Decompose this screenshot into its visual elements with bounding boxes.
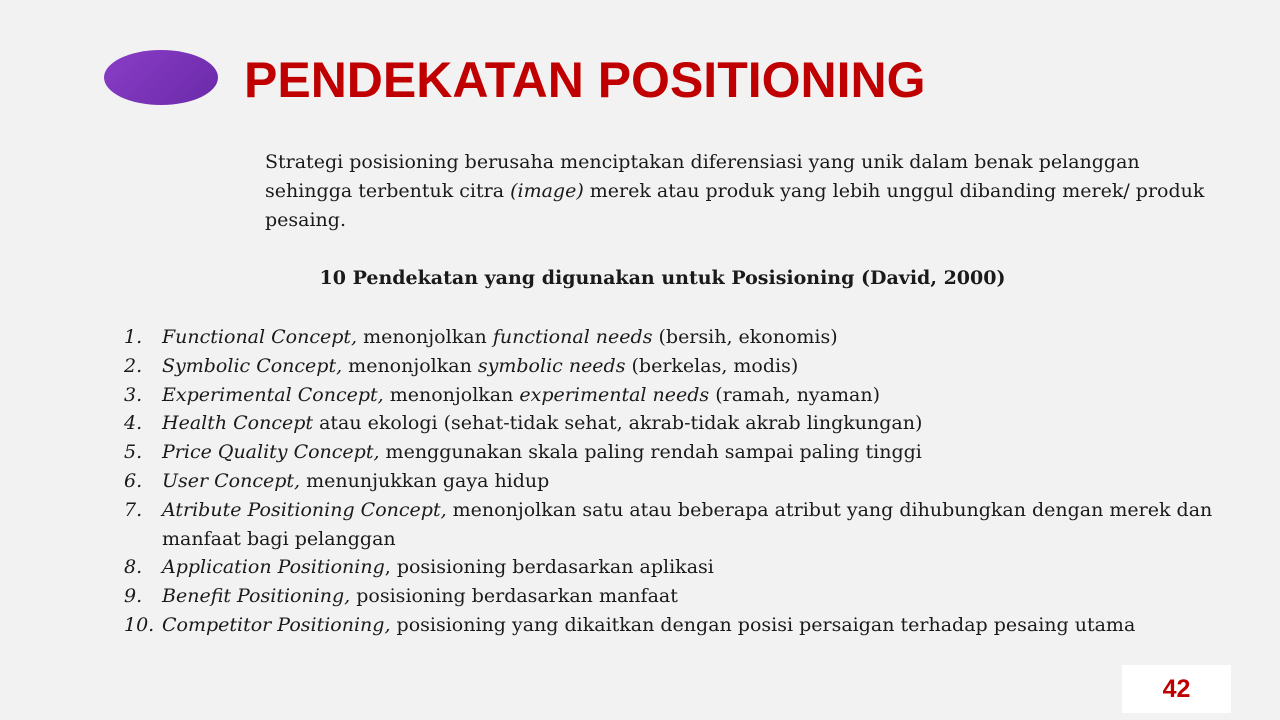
slide-title: PENDEKATAN POSITIONING [244, 52, 926, 108]
list-item [118, 323, 1218, 352]
list-heading: 10 Pendekatan yang digunakan untuk Posisioning (David, 2000) [319, 267, 1006, 289]
list-item [118, 438, 1218, 467]
list-item-term: Price Quality Concept, [162, 441, 380, 464]
list-item-number: 4. [124, 412, 143, 435]
list-item-description: , posisioning berdasarkan aplikasi [384, 556, 714, 579]
list-item-description: (berkelas, modis) [625, 354, 799, 377]
intro-paragraph [265, 148, 1205, 235]
list-item-number: 10. [124, 613, 155, 636]
list-item-description: (bersih, ekonomis) [652, 326, 838, 348]
intro-text-italic: (image) [510, 180, 584, 202]
list-item [118, 409, 1218, 438]
list-item-emphasis: functional needs [492, 326, 653, 348]
intro-text-part1: Strategi posisioning berusaha menciptakan diferensiasi yang unik dalam benak pelanggan sehingga terbentuk citra [265, 151, 1140, 202]
list-item-term: Competitor Positioning, [162, 613, 391, 636]
list-item-number: 3. [124, 383, 143, 406]
list-item-description: posisioning yang dikaitkan dengan posisi persaigan terhadap pesaing utama [390, 613, 1136, 636]
list-item-term: Benefit Positioning, [162, 585, 351, 608]
list-item-description: menunjukkan gaya hidup [300, 469, 550, 492]
list-item-term: User Concept, [162, 469, 301, 492]
list-item [118, 496, 1218, 554]
list-item-description: menggunakan skala paling rendah sampai paling tinggi [379, 441, 922, 464]
intro-text-part2: merek atau produk yang lebih unggul dibanding merek/ produk pesaing. [265, 180, 1205, 231]
list-item-description: (ramah, nyaman) [709, 383, 880, 406]
list-item-emphasis: symbolic needs [477, 354, 626, 377]
list-item-description: posisioning berdasarkan manfaat [350, 585, 678, 608]
list-item-mid: menonjolkan [342, 354, 478, 377]
list-item-term: Application Positioning [162, 556, 385, 579]
list-item-emphasis: experimental needs [519, 383, 710, 406]
list-item-term: Atribute Positioning Concept, [162, 498, 447, 521]
decorative-oval-shape [104, 50, 218, 105]
list-item [118, 553, 1218, 582]
list-item-number: 5. [124, 441, 143, 464]
list-item-number: 6. [124, 469, 143, 492]
list-item-term: Symbolic Concept, [162, 354, 343, 377]
list-item-number: 1. [124, 326, 143, 348]
approach-list [118, 323, 1218, 640]
list-item [118, 381, 1218, 410]
list-item-number: 9. [124, 585, 143, 608]
list-item-number: 2. [124, 354, 143, 377]
list-item-mid: menonjolkan [383, 383, 520, 406]
list-item [118, 352, 1218, 381]
list-item-number: 7. [124, 498, 143, 521]
list-item [118, 467, 1218, 496]
list-item-mid: menonjolkan [357, 326, 493, 348]
list-item-term: Experimental Concept, [162, 383, 384, 406]
list-item-number: 8. [124, 556, 143, 579]
list-item-term: Functional Concept, [162, 326, 358, 348]
list-item-description: atau ekologi (sehat-tidak sehat, akrab-tidak akrab lingkungan) [313, 412, 923, 435]
page-number: 42 [1162, 675, 1191, 703]
list-item-term: Health Concept [162, 412, 314, 435]
page-number-box [1122, 665, 1231, 713]
list-item [118, 582, 1218, 611]
list-item-description: menonjolkan satu atau beberapa atribut yang dihubungkan dengan merek dan manfaat bagi pelanggan [162, 498, 1213, 550]
list-item [118, 611, 1218, 640]
